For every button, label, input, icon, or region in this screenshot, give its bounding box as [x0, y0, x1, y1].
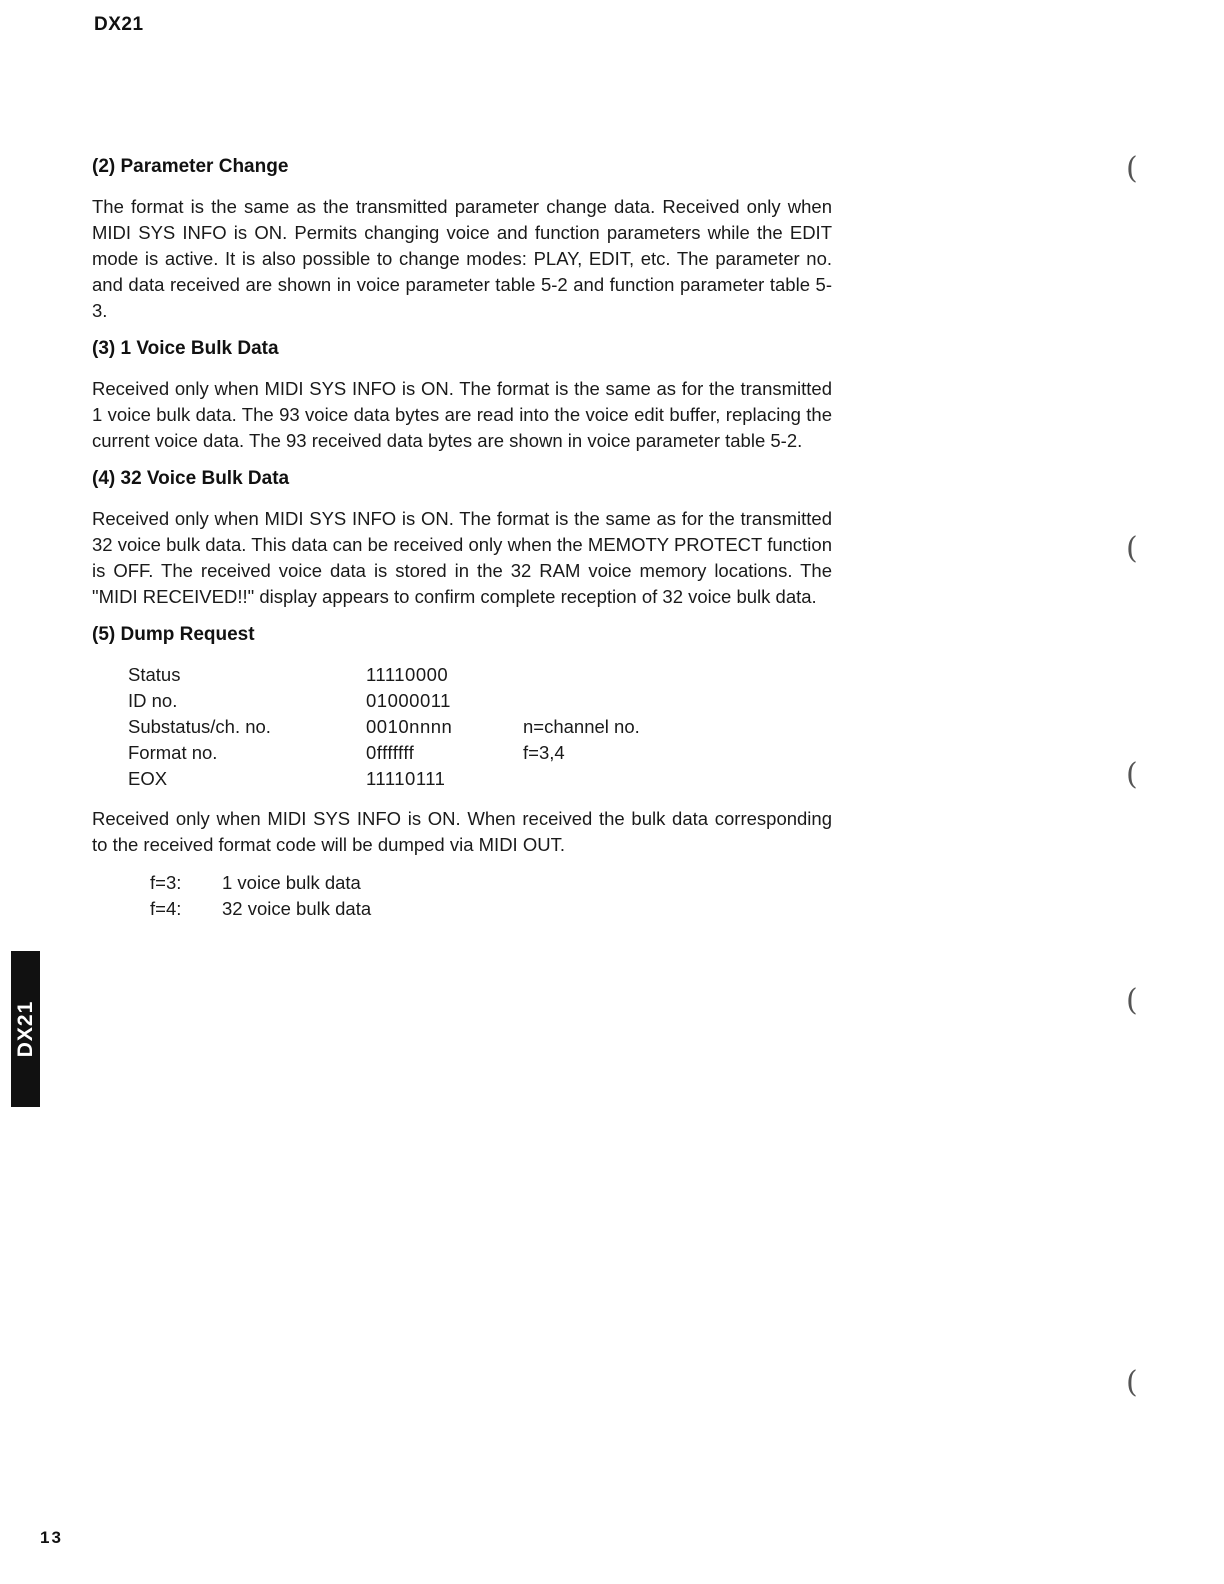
format-description: 32 voice bulk data	[222, 898, 372, 919]
section-1-voice-bulk-data	[92, 336, 832, 454]
dump-request-format-table	[128, 662, 832, 792]
binder-mark-icon: (	[1126, 983, 1138, 1018]
row-note: f=3,4	[523, 742, 565, 763]
section-paragraph: Received only when MIDI SYS INFO is ON. The format is the same as for the transmitted 32 voice bulk data. This data can be received only when the MEMOTY PROTECT function is OFF. The received voice data is stored in the 32 RAM voice memory locations. The "MIDI RECEIVED!!" display appears to confirm complete reception of 32 voice bulk data.	[92, 508, 832, 607]
row-label: Format no.	[128, 742, 218, 763]
binder-mark-icon: (	[1126, 151, 1138, 186]
section-dump-request	[92, 622, 832, 922]
table-row	[128, 714, 832, 740]
row-value: 11110000	[366, 664, 449, 685]
table-row	[128, 740, 832, 766]
header-model-label: DX21	[94, 14, 144, 35]
side-tab-label: DX21	[13, 1000, 37, 1058]
side-tab	[11, 951, 40, 1107]
table-row	[128, 766, 832, 792]
section-parameter-change	[92, 154, 832, 324]
row-value: 11110111	[366, 768, 446, 789]
row-value: 0fffffff	[366, 742, 415, 763]
section-paragraph: Received only when MIDI SYS INFO is ON. When received the bulk data corresponding to the received format code will be dumped via MIDI OUT.	[92, 808, 832, 855]
section-heading: (5) Dump Request	[92, 624, 255, 645]
format-code: f=3:	[150, 872, 182, 893]
row-label: ID no.	[128, 690, 178, 711]
section-paragraph: The format is the same as the transmitted parameter change data. Received only when MIDI SYS INFO is ON. Permits changing voice and function parameters while the EDIT mode is active. It is also possible to change modes: PLAY, EDIT, etc. The parameter no. and data received are shown in voice parameter table 5-2 and function parameter table 5-3.	[92, 196, 832, 321]
row-note: n=channel no.	[523, 716, 640, 737]
table-row	[128, 688, 832, 714]
binder-mark-icon: (	[1126, 1365, 1138, 1400]
section-heading: (3) 1 Voice Bulk Data	[92, 338, 279, 359]
list-item	[150, 896, 832, 922]
section-paragraph: Received only when MIDI SYS INFO is ON. The format is the same as for the transmitted 1 voice bulk data. The 93 voice data bytes are read into the voice edit buffer, replacing the current voice data. The 93 received data bytes are shown in voice parameter table 5-2.	[92, 378, 832, 451]
page-number: 13	[40, 1528, 63, 1547]
row-label: EOX	[128, 768, 168, 789]
binder-mark-icon: (	[1126, 531, 1138, 566]
section-heading: (2) Parameter Change	[92, 156, 289, 177]
row-value: 01000011	[366, 690, 451, 711]
format-code: f=4:	[150, 898, 182, 919]
table-row	[128, 662, 832, 688]
row-note	[523, 688, 723, 714]
section-32-voice-bulk-data	[92, 466, 832, 610]
row-note	[523, 662, 723, 688]
format-description: 1 voice bulk data	[222, 872, 361, 893]
row-label: Status	[128, 664, 181, 685]
list-item	[150, 870, 832, 896]
row-label: Substatus/ch. no.	[128, 716, 271, 737]
row-value: 0010nnnn	[366, 716, 453, 737]
row-note	[523, 766, 723, 792]
binder-mark-icon: (	[1126, 757, 1138, 792]
format-code-list	[150, 870, 832, 922]
document-body	[92, 154, 832, 922]
section-heading: (4) 32 Voice Bulk Data	[92, 468, 290, 489]
